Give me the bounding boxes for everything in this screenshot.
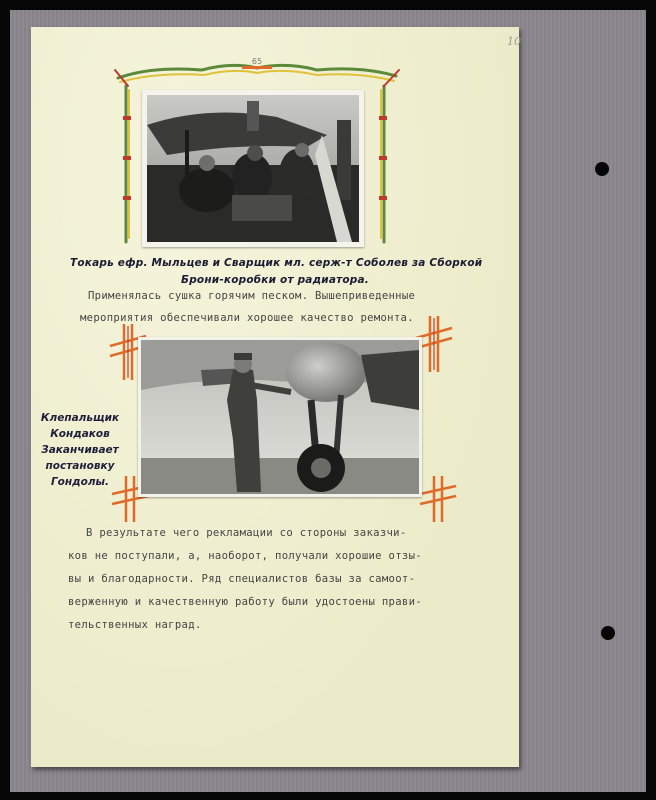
paragraph2-line-1: В результате чего рекламации со стороны заказчи- [86, 527, 407, 539]
caption-riveter-line-5: Гондолы. [50, 476, 110, 488]
paragraph2-line-5: тельственных наград. [68, 619, 202, 631]
caption-riveter-line-1: Клепальщик [40, 412, 120, 424]
caption-riveter-line-2: Кондаков [50, 428, 110, 440]
binding-hole-top [595, 162, 609, 176]
paragraph2-line-3: вы и благодарности. Ряд специалистов базы за самоот- [68, 573, 416, 585]
paragraph1-line-1: Применялась сушка горячим песком. Вышеприведенные [88, 290, 416, 302]
paragraph2-line-4: верженную и качественную работу были удостоены прави- [68, 596, 422, 608]
caption-riveter [38, 410, 122, 490]
photo-radiator-assembly [142, 90, 364, 247]
caption-line-2: Брони-коробки от радиатора. [180, 274, 369, 286]
caption-riveter-line-3: Заканчивает [41, 444, 119, 456]
caption-radiator-assembly [70, 255, 483, 289]
paragraph1-line-2: мероприятия обеспечивали хорошее качество ремонта. [80, 312, 414, 324]
photo-riveter-landing-gear [138, 337, 422, 497]
ornament-bottom-right [418, 474, 458, 524]
frame-pencil-mark: 65 [251, 57, 263, 66]
paragraph2-line-2: ков не поступали, а, наоборот, получали хорошие отзы- [68, 550, 422, 562]
caption-riveter-line-4: постановку [45, 460, 115, 472]
caption-line-1: Токарь ефр. Мыльцев и Сварщик мл. серж-т Соболев за Сборкой [70, 257, 483, 269]
binding-hole-bottom [601, 626, 615, 640]
page-number-pencil: 10 [507, 35, 521, 48]
